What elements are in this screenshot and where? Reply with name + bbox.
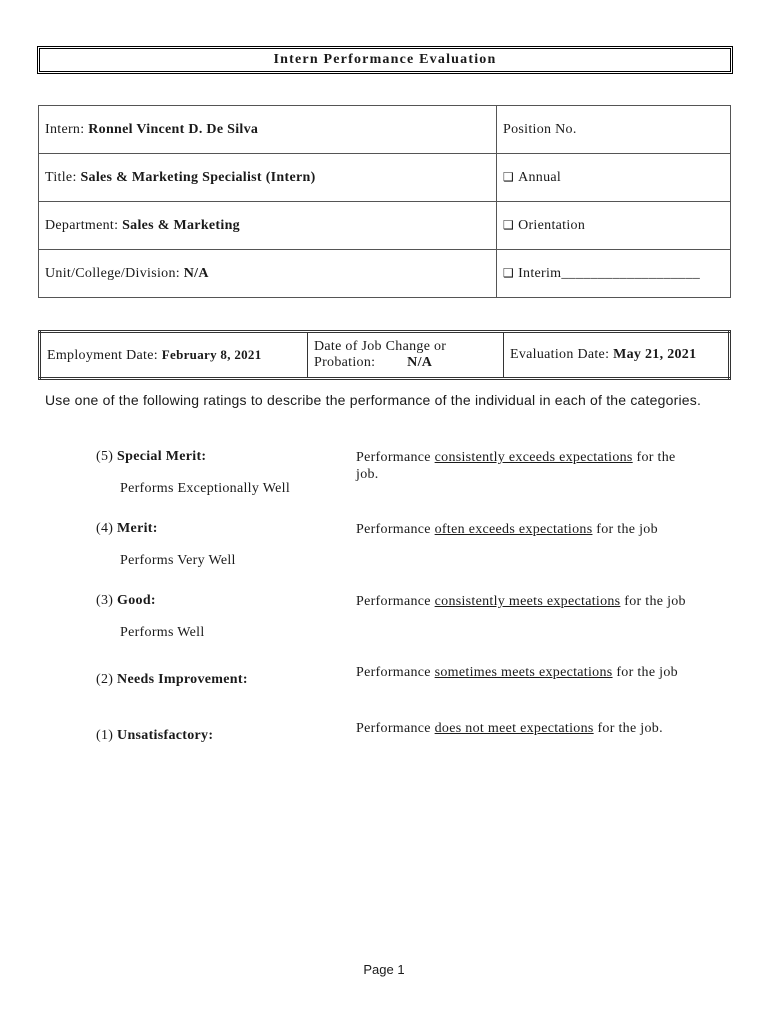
annual-checkbox-icon[interactable]: ❑ bbox=[503, 169, 515, 184]
orientation-checkbox-icon[interactable]: ❑ bbox=[503, 217, 515, 232]
desc-underlined: consistently exceeds expectations bbox=[434, 450, 633, 465]
title-label: Title: bbox=[45, 169, 77, 185]
job-change-cell bbox=[308, 332, 504, 379]
rating-description bbox=[356, 720, 696, 737]
rating-number: (2) bbox=[96, 672, 114, 687]
interim-label: Interim___________________ bbox=[518, 265, 701, 281]
desc-underlined: consistently meets expectations bbox=[434, 594, 621, 609]
job-change-label-line2: Probation: bbox=[314, 355, 376, 370]
annual-label: Annual bbox=[518, 169, 562, 185]
orientation-cell bbox=[497, 202, 731, 250]
desc-suffix: for the job bbox=[612, 665, 678, 680]
document-title: Intern Performance Evaluation bbox=[37, 46, 733, 74]
desc-suffix: for the job. bbox=[356, 450, 676, 482]
job-change-label-line1: Date of Job Change or bbox=[314, 339, 447, 354]
interim-checkbox-icon[interactable]: ❑ bbox=[503, 265, 515, 280]
intern-label: Intern: bbox=[45, 121, 85, 137]
desc-underlined: sometimes meets expectations bbox=[434, 665, 613, 680]
rating-subtitle: Performs Exceptionally Well bbox=[120, 481, 291, 496]
desc-underlined: does not meet expectations bbox=[434, 721, 594, 736]
rating-description bbox=[356, 449, 696, 483]
title-value: Sales & Marketing Specialist (Intern) bbox=[80, 169, 316, 185]
rating-description bbox=[356, 593, 696, 610]
annual-cell bbox=[497, 154, 731, 202]
rating-number: (3) bbox=[96, 593, 114, 608]
employment-date-label: Employment Date: bbox=[47, 347, 158, 363]
intern-name: Ronnel Vincent D. De Silva bbox=[88, 121, 259, 137]
rating-number: (4) bbox=[96, 521, 114, 536]
department-label: Department: bbox=[45, 217, 119, 233]
unit-cell bbox=[39, 250, 497, 298]
rating-instructions: Use one of the following ratings to describe the performance of the individual in each of the categories. bbox=[45, 392, 702, 408]
employment-date-cell bbox=[40, 332, 308, 379]
rating-name: Merit: bbox=[117, 521, 158, 536]
unit-label: Unit/College/Division: bbox=[45, 265, 180, 281]
rating-label bbox=[96, 593, 156, 609]
evaluation-date-cell bbox=[504, 332, 730, 379]
orientation-label: Orientation bbox=[518, 217, 586, 233]
rating-description bbox=[356, 664, 696, 681]
position-cell bbox=[497, 106, 731, 154]
desc-prefix: Performance bbox=[356, 594, 435, 609]
rating-name: Unsatisfactory: bbox=[117, 728, 214, 743]
rating-subtitle: Performs Well bbox=[120, 625, 205, 640]
rating-name: Special Merit: bbox=[117, 449, 207, 464]
rating-label bbox=[96, 728, 213, 744]
desc-prefix: Performance bbox=[356, 721, 435, 736]
rating-number: (1) bbox=[96, 728, 114, 743]
page-number: Page 1 bbox=[363, 962, 405, 977]
job-change-value: N/A bbox=[407, 355, 433, 370]
desc-prefix: Performance bbox=[356, 450, 435, 465]
evaluation-date-value: May 21, 2021 bbox=[613, 347, 697, 362]
rating-label bbox=[96, 521, 158, 537]
dates-table bbox=[38, 330, 731, 380]
department-cell bbox=[39, 202, 497, 250]
desc-suffix: for the job bbox=[620, 594, 686, 609]
unit-value: N/A bbox=[183, 265, 209, 281]
department-value: Sales & Marketing bbox=[122, 217, 240, 233]
intern-cell bbox=[39, 106, 497, 154]
rating-name: Good: bbox=[117, 593, 156, 608]
rating-number: (5) bbox=[96, 449, 114, 464]
rating-description bbox=[356, 521, 696, 538]
employment-date-value: February 8, 2021 bbox=[161, 346, 262, 362]
title-cell bbox=[39, 154, 497, 202]
intern-info-table bbox=[38, 105, 731, 298]
rating-subtitle: Performs Very Well bbox=[120, 553, 236, 568]
desc-suffix: for the job bbox=[592, 522, 658, 537]
desc-prefix: Performance bbox=[356, 665, 435, 680]
desc-suffix: for the job. bbox=[593, 721, 663, 736]
rating-label bbox=[96, 672, 248, 688]
evaluation-date-label: Evaluation Date: bbox=[510, 347, 610, 362]
desc-prefix: Performance bbox=[356, 522, 435, 537]
interim-cell bbox=[497, 250, 731, 298]
rating-name: Needs Improvement: bbox=[117, 672, 248, 687]
position-label: Position No. bbox=[503, 121, 577, 137]
desc-underlined: often exceeds expectations bbox=[434, 522, 593, 537]
rating-label bbox=[96, 449, 206, 465]
